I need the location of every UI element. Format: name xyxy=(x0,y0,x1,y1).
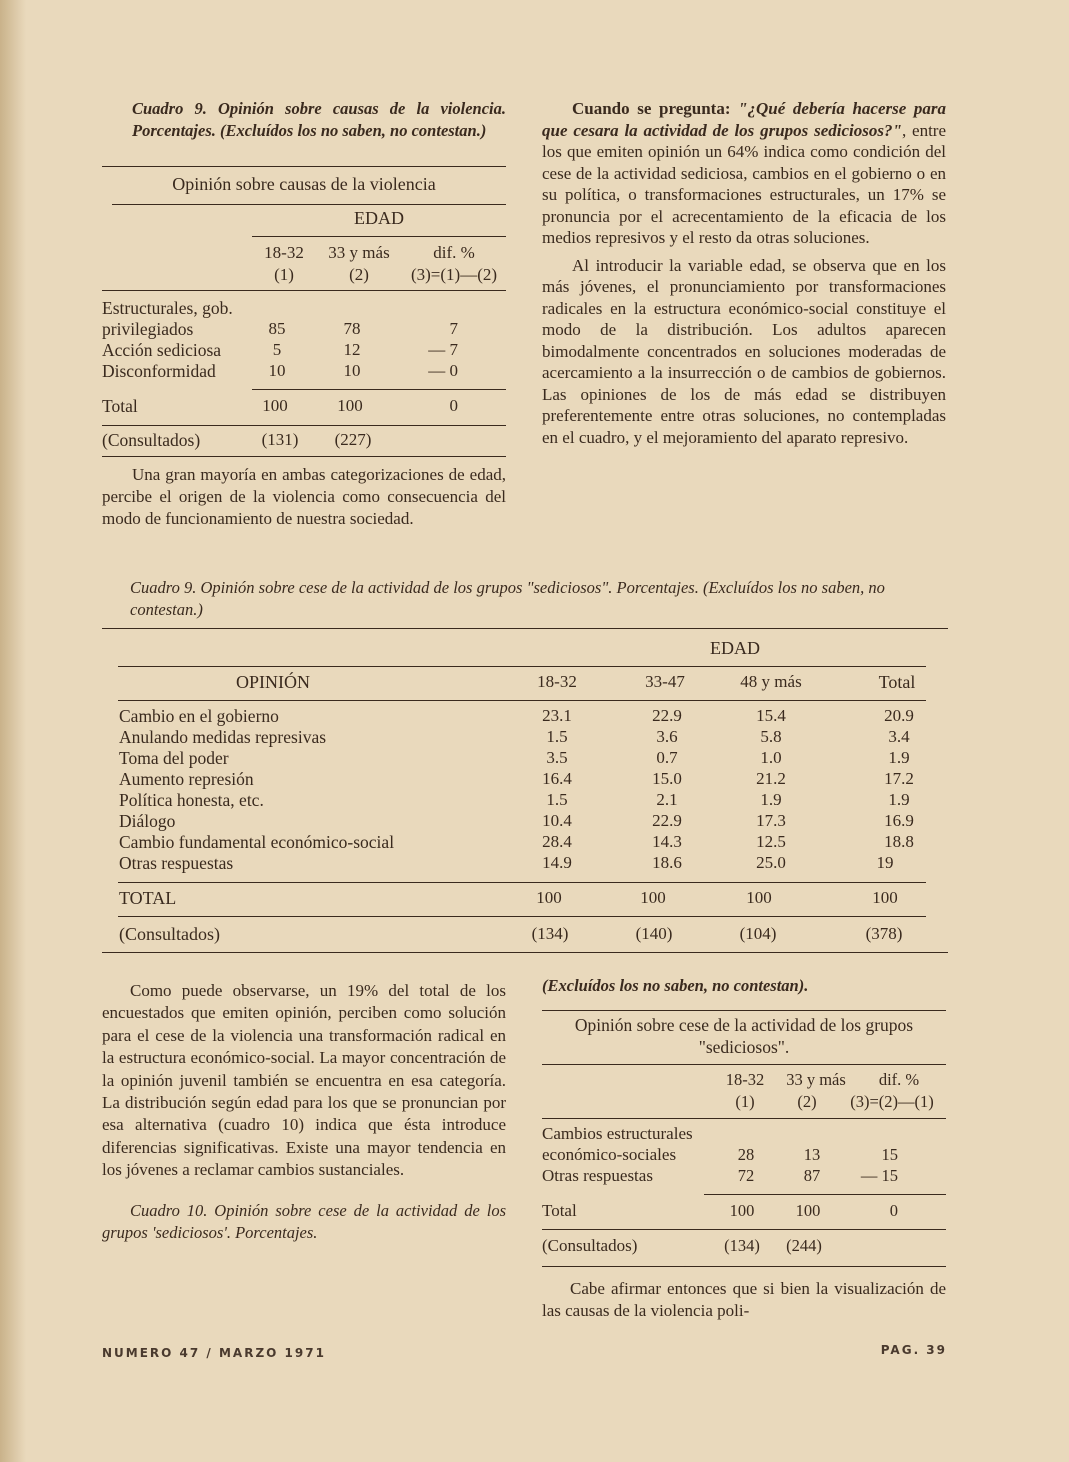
right-bottom-paragraph-block xyxy=(542,1278,946,1322)
value-total: 3.4 xyxy=(888,727,910,746)
table-title: Opinión sobre causas de la violencia xyxy=(172,174,436,194)
value-48-mas: 12.5 xyxy=(756,832,786,851)
value-33-47: 100 xyxy=(640,888,666,907)
value-total: 17.2 xyxy=(884,769,914,788)
col-head-2: 33 y más xyxy=(786,1070,846,1089)
paragraph xyxy=(542,98,946,249)
table-bottom-rule xyxy=(542,1266,946,1267)
paragraph: Como puede observarse, un 19% del total de los encuestados que emiten opinión, perciben como solución para el cese de la violencia una transformación radical en la estructura económico-social. La mayor concentración de la opinión juvenil también se encuentra en esa categoría. La distribución según edad para los que se pronuncian por esa alternativa (cuadro 10) indica que ésta introduce diferencias significativas. Existe una mayor tendencia en los jóvenes a reclamar cambios sustanciales. xyxy=(102,981,506,1180)
consultados-row xyxy=(102,924,948,945)
row-label: Cambio en el gobierno xyxy=(119,706,279,726)
right-top-column xyxy=(542,98,946,448)
table-row xyxy=(542,1166,946,1187)
table-top-rule xyxy=(102,166,506,167)
value-18-32: (131) xyxy=(261,430,299,449)
table-row xyxy=(102,340,506,361)
table-rule xyxy=(252,236,506,237)
left-top-column xyxy=(102,98,506,142)
question-quote: "¿Qué debería hacerse para que cesara la actividad de los grupos sediciosos?" xyxy=(542,99,946,140)
value-48-mas: (104) xyxy=(739,924,777,943)
consultados-row xyxy=(542,1236,946,1257)
value-33-mas: 100 xyxy=(795,1201,821,1220)
table-rule xyxy=(704,1194,946,1195)
table-rule xyxy=(252,389,506,390)
value-18-32: 5 xyxy=(272,340,282,359)
col-num-2: (2) xyxy=(349,265,369,284)
row-label: Política honesta, etc. xyxy=(119,790,264,810)
col-num-3: (3)=(1)—(2) xyxy=(410,265,498,284)
col-head-33-47: 33-47 xyxy=(645,672,685,691)
table-row xyxy=(102,706,948,727)
value-33-mas: 78 xyxy=(343,319,361,338)
value-dif: — 7 xyxy=(428,340,458,359)
value-18-32: 3.5 xyxy=(546,748,568,767)
value-total: 16.9 xyxy=(884,811,914,830)
value-33-47: 3.6 xyxy=(656,727,678,746)
col-num-3: (3)=(2)—(1) xyxy=(850,1092,934,1111)
row-label: (Consultados) xyxy=(542,1236,638,1255)
value-dif: — 15 xyxy=(860,1166,898,1185)
table-rule xyxy=(542,1064,946,1065)
table-row xyxy=(102,769,948,790)
col-head-1: 18-32 xyxy=(264,243,304,262)
row-label: Cambio fundamental económico-social xyxy=(119,832,395,852)
value-48-mas: 100 xyxy=(746,888,772,907)
row-label: Total xyxy=(102,396,138,416)
row-label: Toma del poder xyxy=(119,748,229,768)
paragraph: Cabe afirmar entonces que si bien la visualización de las causas de la violencia poli- xyxy=(542,1279,946,1320)
value-18-32: 85 xyxy=(268,319,286,338)
row-label: TOTAL xyxy=(119,888,177,908)
paragraph: Al introducir la variable edad, se observa que en los más jóvenes, el pronunciamiento por transformaciones radicales en la estructura económico-social constituye el modo de la distribución. Los adultos aparecen bimodalmente concentrados en soluciones moderadas de acercamiento a la insurrección o de cambios de gobiernos. Las opiniones de los de más edad se distribuyen preferentemente entre otras soluciones, no contempladas en el cuadro, y el mejoramiento del aparato represivo. xyxy=(542,255,946,447)
value-total: (378) xyxy=(865,924,903,943)
total-row xyxy=(102,888,948,909)
table-row xyxy=(102,790,948,811)
value-total: 1.9 xyxy=(888,790,910,809)
left-bottom-column xyxy=(102,980,506,1244)
table-row xyxy=(102,748,948,769)
col-head-48-mas: 48 y más xyxy=(740,672,802,691)
table-row xyxy=(102,319,506,340)
value-33-mas: (227) xyxy=(334,430,372,449)
value-48-mas: 15.4 xyxy=(756,706,786,725)
table-caption: Cuadro 9. Opinión sobre causas de la violencia. Porcentajes. (Excluídos los no saben, no contestan.) xyxy=(132,99,506,140)
table-rule xyxy=(118,916,926,917)
total-row xyxy=(102,396,506,417)
value-dif: — 0 xyxy=(428,361,458,380)
table-row xyxy=(542,1145,946,1166)
value-33-mas: 100 xyxy=(337,396,363,415)
value-total: 18.8 xyxy=(884,832,914,851)
col-head-2: 33 y más xyxy=(328,243,390,262)
value-dif: 7 xyxy=(449,319,458,338)
col-head-18-32: 18-32 xyxy=(537,672,577,691)
col-head-opinion: OPINIÓN xyxy=(236,672,310,692)
row-label: Acción sediciosa xyxy=(102,340,222,360)
row-label: Disconformidad xyxy=(102,361,216,381)
value-18-32: 10.4 xyxy=(542,811,572,830)
value-18-32: (134) xyxy=(724,1236,760,1255)
row-label: Diálogo xyxy=(119,811,176,831)
cese-violencia-table xyxy=(102,626,948,958)
value-33-mas: 10 xyxy=(343,361,361,380)
value-33-47: 22.9 xyxy=(652,811,682,830)
row-label: económico-sociales xyxy=(542,1145,677,1164)
value-33-47: 2.1 xyxy=(656,790,678,809)
right-bottom-caption-block xyxy=(542,975,946,997)
value-33-47: (140) xyxy=(635,924,673,943)
paragraph-text: , entre los que emiten opinión un 64% indica como condición del cese de la actividad sediciosa, cambios en el gobierno o en su política, o transformaciones estructurales, un 17% se pronuncia por el acrecentamiento de la eficacia de los medios represivos y el resto da otras soluciones. xyxy=(542,120,946,247)
violence-causes-table xyxy=(102,164,506,460)
table-title xyxy=(542,1014,946,1058)
value-18-32: 1.5 xyxy=(546,790,568,809)
row-label: (Consultados) xyxy=(119,924,220,944)
cese-violencia-age-table xyxy=(542,1008,946,1268)
row-label: Otras respuestas xyxy=(119,853,234,873)
value-18-32: 100 xyxy=(729,1201,755,1220)
value-total: 100 xyxy=(872,888,898,907)
table-rule xyxy=(118,700,926,701)
value-dif: 0 xyxy=(889,1201,898,1220)
value-33-47: 0.7 xyxy=(656,748,678,767)
value-total: 1.9 xyxy=(888,748,910,767)
table-rule xyxy=(118,882,926,883)
row-label: Anulando medidas represivas xyxy=(119,727,327,747)
value-total: 20.9 xyxy=(884,706,914,725)
table-row xyxy=(102,727,948,748)
value-48-mas: 21.2 xyxy=(756,769,786,788)
col-head-3: dif. % xyxy=(878,1070,920,1089)
row-label: Total xyxy=(542,1201,577,1220)
value-18-32: 100 xyxy=(262,396,288,415)
table-bottom-rule xyxy=(102,456,506,457)
row-label: privilegiados xyxy=(102,319,194,339)
table-caption: Cuadro 10. Opinión sobre cese de la actividad de los grupos 'sediciosos'. Porcentajes. xyxy=(102,1200,506,1242)
table-top-rule xyxy=(542,1010,946,1011)
row-label: Estructurales, gob. xyxy=(102,298,233,318)
value-48-mas: 1.9 xyxy=(760,790,782,809)
page-edge-shadow xyxy=(0,0,26,1462)
col-num-1: (1) xyxy=(274,265,294,284)
table-row xyxy=(542,1124,946,1145)
value-dif: 0 xyxy=(449,396,458,415)
paragraph: Una gran mayoría en ambas categorizaciones de edad, percibe el origen de la violencia como consecuencia del modo de funcionamiento de nuestra sociedad. xyxy=(102,465,506,528)
col-head-total: Total xyxy=(878,672,916,692)
table-bottom-rule xyxy=(102,952,948,953)
table-row xyxy=(102,298,506,319)
value-18-32: 10 xyxy=(268,361,286,380)
middle-table-caption-block xyxy=(102,577,948,621)
question-intro: Cuando se pregunta: xyxy=(572,99,731,118)
value-18-32: 72 xyxy=(737,1166,755,1185)
value-18-32: 23.1 xyxy=(542,706,572,725)
footer-issue: NUMERO 47 / MARZO 1971 xyxy=(102,1346,326,1360)
table-row xyxy=(102,832,948,853)
col-head-1: 18-32 xyxy=(725,1070,765,1089)
value-33-47: 22.9 xyxy=(652,706,682,725)
value-total: 19 xyxy=(876,853,894,872)
row-label: (Consultados) xyxy=(102,430,201,450)
value-33-mas: 12 xyxy=(343,340,361,359)
table-caption: (Excluídos los no saben, no contestan). xyxy=(542,976,809,995)
value-33-47: 15.0 xyxy=(652,769,682,788)
table-rule xyxy=(102,290,506,291)
value-18-32: 14.9 xyxy=(542,853,572,872)
footer-page-number: PAG. 39 xyxy=(880,1343,947,1357)
value-18-32: 1.5 xyxy=(546,727,568,746)
row-label: Cambios estructurales xyxy=(542,1124,693,1143)
value-18-32: 28.4 xyxy=(542,832,572,851)
value-48-mas: 25.0 xyxy=(756,853,786,872)
value-33-47: 18.6 xyxy=(652,853,682,872)
value-33-mas: 13 xyxy=(803,1145,821,1164)
table-rule xyxy=(118,666,926,667)
table-caption: Cuadro 9. Opinión sobre cese de la actividad de los grupos "sediciosos". Porcentajes. (Excluídos los no saben, no contestan.) xyxy=(130,578,885,619)
value-48-mas: 17.3 xyxy=(756,811,786,830)
col-head-3: dif. % xyxy=(433,243,475,262)
table-rule xyxy=(542,1118,946,1119)
value-18-32: (134) xyxy=(531,924,569,943)
group-header-edad: EDAD xyxy=(710,638,760,658)
value-18-32: 100 xyxy=(536,888,562,907)
table-row xyxy=(102,853,948,874)
value-33-mas: 87 xyxy=(803,1166,821,1185)
value-18-32: 28 xyxy=(737,1145,755,1164)
value-18-32: 16.4 xyxy=(542,769,572,788)
value-33-mas: (244) xyxy=(786,1236,822,1255)
table-title-text: Opinión sobre cese de la actividad de los grupos "sediciosos". xyxy=(574,1015,914,1057)
row-label: Aumento represión xyxy=(119,769,254,789)
value-dif: 15 xyxy=(881,1145,898,1164)
table-top-rule xyxy=(102,628,948,629)
col-num-2: (2) xyxy=(797,1092,817,1111)
left-top-paragraph-block xyxy=(102,464,506,530)
col-num-1: (1) xyxy=(735,1092,755,1111)
value-48-mas: 5.8 xyxy=(760,727,782,746)
value-48-mas: 1.0 xyxy=(760,748,782,767)
table-row xyxy=(102,361,506,382)
total-row xyxy=(542,1201,946,1222)
row-label: Otras respuestas xyxy=(542,1166,653,1185)
value-33-47: 14.3 xyxy=(652,832,682,851)
table-rule xyxy=(102,425,506,426)
group-header-edad: EDAD xyxy=(354,208,404,228)
table-row xyxy=(102,811,948,832)
consultados-row xyxy=(102,430,506,451)
table-rule xyxy=(112,204,506,205)
table-rule xyxy=(542,1229,946,1230)
